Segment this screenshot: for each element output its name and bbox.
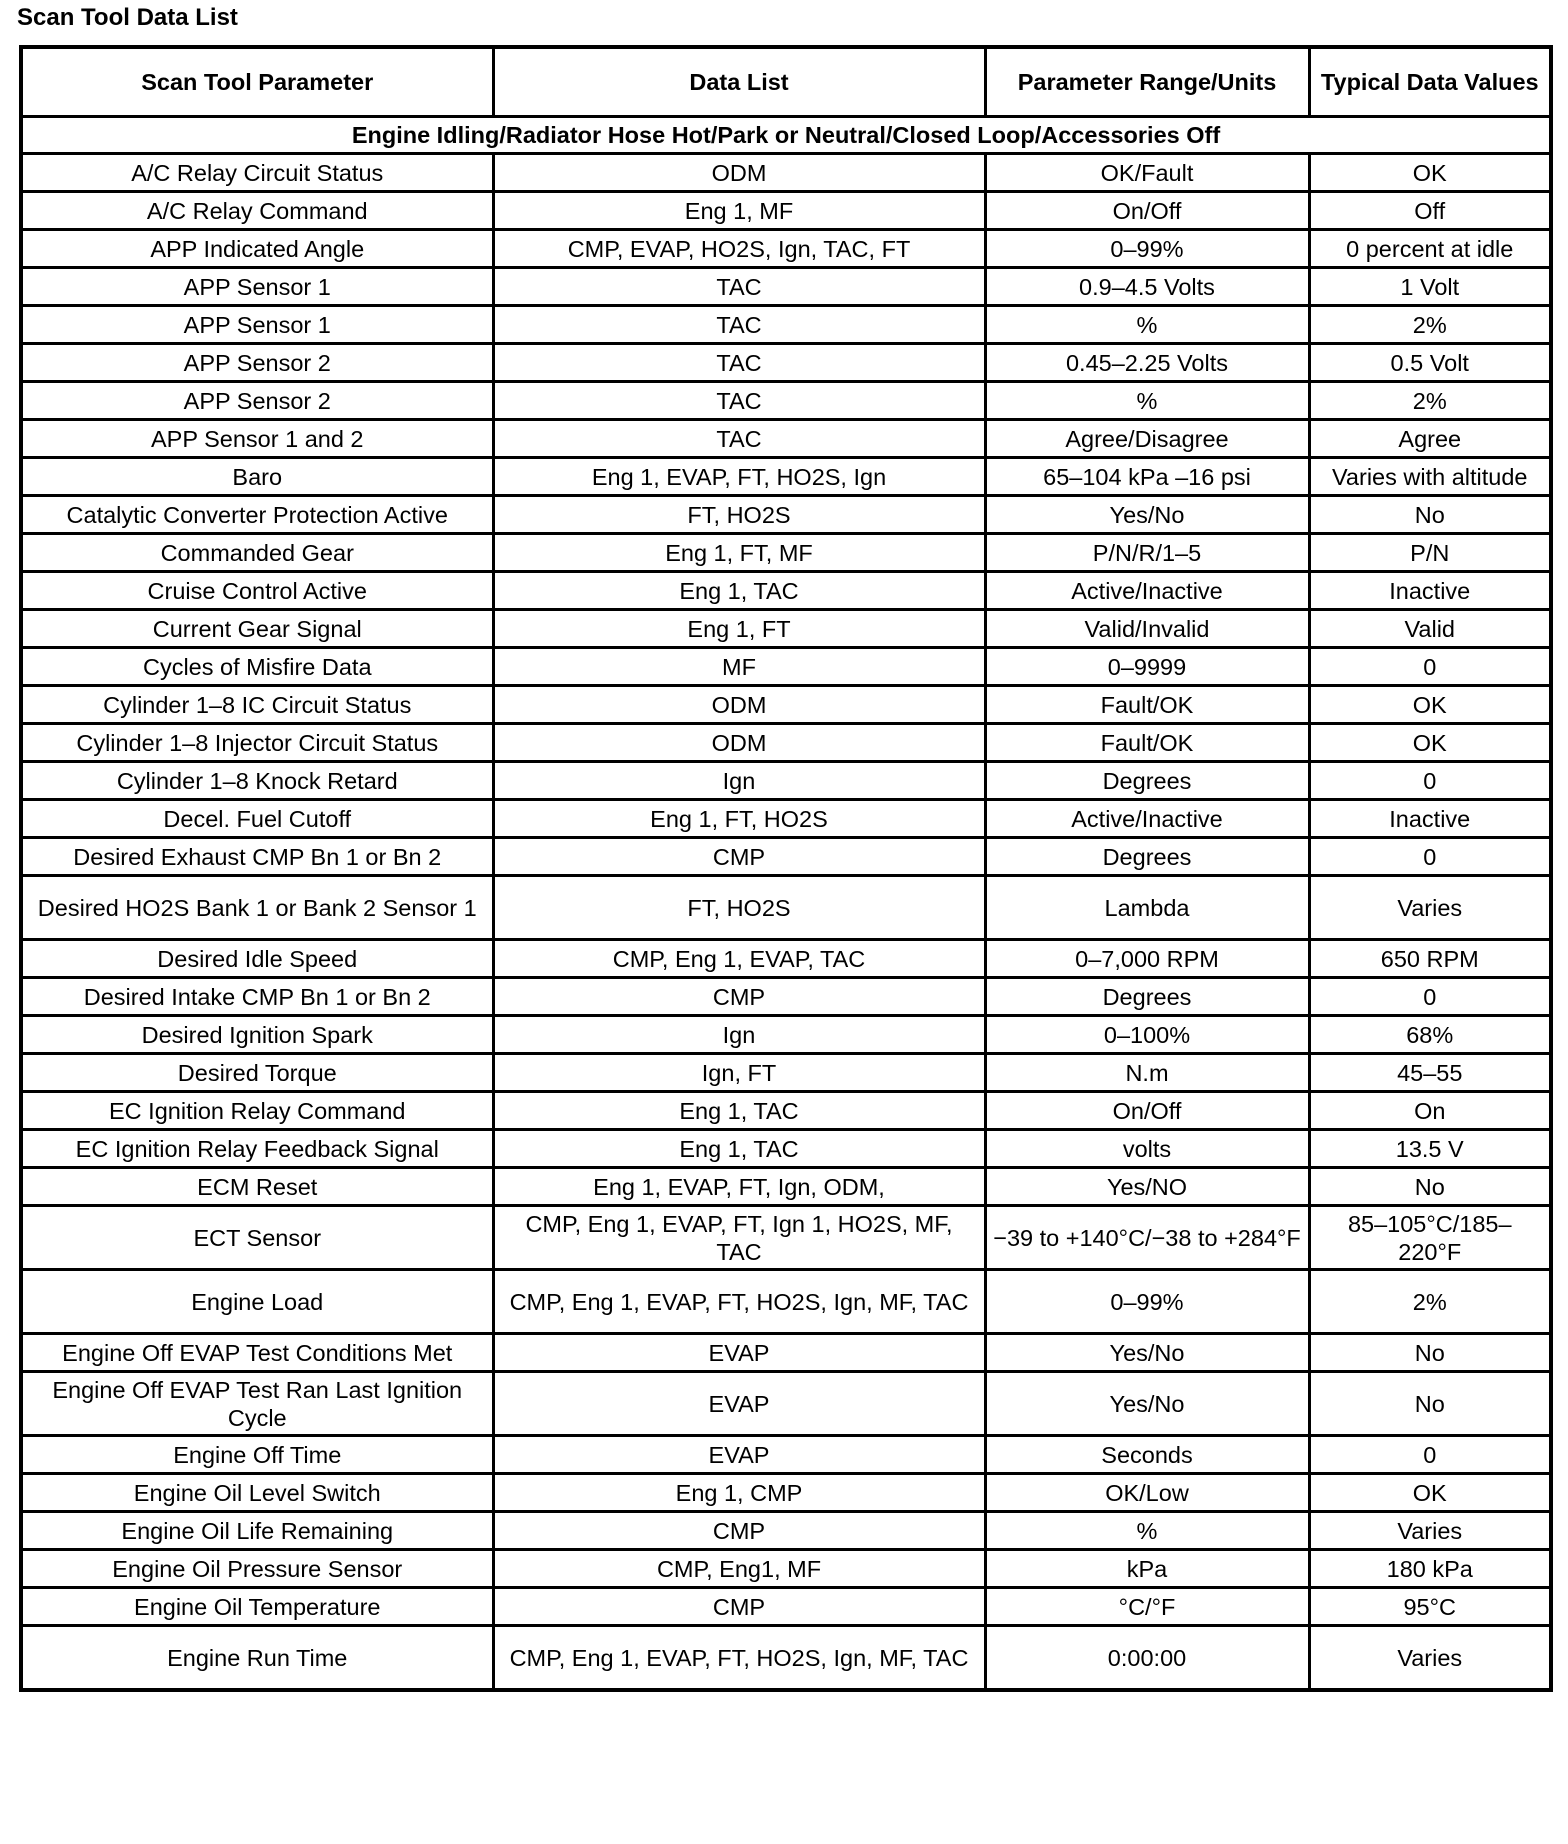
data-list-cell: ODM <box>493 686 985 724</box>
range-units-cell: Fault/OK <box>985 724 1309 762</box>
parameter-cell: Desired Ignition Spark <box>21 1016 493 1054</box>
range-units-cell: 0–100% <box>985 1016 1309 1054</box>
typical-value-cell: OK <box>1309 724 1551 762</box>
range-units-cell: 0.9–4.5 Volts <box>985 268 1309 306</box>
parameter-cell: A/C Relay Circuit Status <box>21 154 493 192</box>
data-list-cell: Eng 1, EVAP, FT, HO2S, Ign <box>493 458 985 496</box>
typical-value-cell: Inactive <box>1309 572 1551 610</box>
typical-value-cell: No <box>1309 496 1551 534</box>
section-row <box>21 117 1551 154</box>
range-units-cell: −39 to +140°C/−38 to +284°F <box>985 1206 1309 1270</box>
data-list-cell: CMP, Eng 1, EVAP, FT, HO2S, Ign, MF, TAC <box>493 1626 985 1691</box>
table-row <box>21 1092 1551 1130</box>
data-list-cell: CMP, Eng1, MF <box>493 1550 985 1588</box>
data-list-cell: Eng 1, TAC <box>493 572 985 610</box>
typical-value-cell: 0 <box>1309 838 1551 876</box>
typical-value-cell: 0 <box>1309 978 1551 1016</box>
data-list-cell: CMP <box>493 1588 985 1626</box>
data-list-cell: FT, HO2S <box>493 496 985 534</box>
header-scan-tool-parameter: Scan Tool Parameter <box>21 47 493 117</box>
table-row <box>21 230 1551 268</box>
data-list-cell: EVAP <box>493 1436 985 1474</box>
data-list-cell: EVAP <box>493 1334 985 1372</box>
range-units-cell: 0–99% <box>985 1270 1309 1334</box>
typical-value-cell: 1 Volt <box>1309 268 1551 306</box>
typical-value-cell: 2% <box>1309 382 1551 420</box>
parameter-cell: ECM Reset <box>21 1168 493 1206</box>
parameter-cell: Catalytic Converter Protection Active <box>21 496 493 534</box>
table-row <box>21 192 1551 230</box>
parameter-cell: Desired Torque <box>21 1054 493 1092</box>
parameter-cell: APP Sensor 1 <box>21 306 493 344</box>
typical-value-cell: 0 <box>1309 1436 1551 1474</box>
parameter-cell: Engine Off EVAP Test Ran Last Ignition Cycle <box>21 1372 493 1436</box>
table-row <box>21 420 1551 458</box>
data-list-cell: Ign <box>493 1016 985 1054</box>
typical-value-cell: Agree <box>1309 420 1551 458</box>
parameter-cell: APP Sensor 1 <box>21 268 493 306</box>
parameter-cell: Engine Oil Life Remaining <box>21 1512 493 1550</box>
parameter-cell: APP Indicated Angle <box>21 230 493 268</box>
header-data-list: Data List <box>493 47 985 117</box>
range-units-cell: Degrees <box>985 762 1309 800</box>
range-units-cell: P/N/R/1–5 <box>985 534 1309 572</box>
range-units-cell: Yes/No <box>985 1334 1309 1372</box>
range-units-cell: °C/°F <box>985 1588 1309 1626</box>
table-body <box>21 117 1551 1691</box>
range-units-cell: OK/Fault <box>985 154 1309 192</box>
data-list-cell: FT, HO2S <box>493 876 985 940</box>
data-list-cell: TAC <box>493 306 985 344</box>
data-list-cell: TAC <box>493 268 985 306</box>
data-list-cell: CMP, Eng 1, EVAP, FT, Ign 1, HO2S, MF, TAC <box>493 1206 985 1270</box>
table-row <box>21 1270 1551 1334</box>
parameter-cell: Cylinder 1–8 Knock Retard <box>21 762 493 800</box>
data-list-cell: CMP <box>493 1512 985 1550</box>
table-row <box>21 610 1551 648</box>
data-list-cell: Eng 1, TAC <box>493 1130 985 1168</box>
data-list-cell: CMP <box>493 838 985 876</box>
data-list-cell: Eng 1, FT, MF <box>493 534 985 572</box>
parameter-cell: EC Ignition Relay Feedback Signal <box>21 1130 493 1168</box>
range-units-cell: % <box>985 306 1309 344</box>
typical-value-cell: 0 <box>1309 648 1551 686</box>
range-units-cell: Yes/No <box>985 1372 1309 1436</box>
range-units-cell: 0–99% <box>985 230 1309 268</box>
data-list-cell: Eng 1, FT, HO2S <box>493 800 985 838</box>
typical-value-cell: 650 RPM <box>1309 940 1551 978</box>
parameter-cell: Baro <box>21 458 493 496</box>
range-units-cell: volts <box>985 1130 1309 1168</box>
typical-value-cell: OK <box>1309 686 1551 724</box>
parameter-cell: Engine Load <box>21 1270 493 1334</box>
range-units-cell: Yes/NO <box>985 1168 1309 1206</box>
typical-value-cell: Varies <box>1309 1626 1551 1691</box>
typical-value-cell: 0 <box>1309 762 1551 800</box>
range-units-cell: Yes/No <box>985 496 1309 534</box>
data-list-cell: Eng 1, FT <box>493 610 985 648</box>
range-units-cell: Active/Inactive <box>985 800 1309 838</box>
typical-value-cell: No <box>1309 1334 1551 1372</box>
parameter-cell: APP Sensor 2 <box>21 382 493 420</box>
parameter-cell: Cruise Control Active <box>21 572 493 610</box>
range-units-cell: kPa <box>985 1550 1309 1588</box>
data-list-cell: CMP, Eng 1, EVAP, TAC <box>493 940 985 978</box>
typical-value-cell: 95°C <box>1309 1588 1551 1626</box>
parameter-cell: Engine Oil Pressure Sensor <box>21 1550 493 1588</box>
data-list-cell: Eng 1, MF <box>493 192 985 230</box>
table-row <box>21 1626 1551 1691</box>
header-typical-data-values: Typical Data Values <box>1309 47 1551 117</box>
typical-value-cell: 13.5 V <box>1309 1130 1551 1168</box>
table-row <box>21 534 1551 572</box>
table-row <box>21 154 1551 192</box>
range-units-cell: 0.45–2.25 Volts <box>985 344 1309 382</box>
parameter-cell: Current Gear Signal <box>21 610 493 648</box>
section-heading: Engine Idling/Radiator Hose Hot/Park or Neutral/Closed Loop/Accessories Off <box>21 117 1551 154</box>
data-list-cell: CMP <box>493 978 985 1016</box>
table-row <box>21 876 1551 940</box>
range-units-cell: On/Off <box>985 1092 1309 1130</box>
parameter-cell: Engine Off Time <box>21 1436 493 1474</box>
typical-value-cell: 180 kPa <box>1309 1550 1551 1588</box>
typical-value-cell: 2% <box>1309 1270 1551 1334</box>
typical-value-cell: 85–105°C/185–220°F <box>1309 1206 1551 1270</box>
parameter-cell: EC Ignition Relay Command <box>21 1092 493 1130</box>
range-units-cell: 0–9999 <box>985 648 1309 686</box>
table-row <box>21 268 1551 306</box>
typical-value-cell: OK <box>1309 154 1551 192</box>
table-row <box>21 382 1551 420</box>
range-units-cell: OK/Low <box>985 1474 1309 1512</box>
range-units-cell: On/Off <box>985 192 1309 230</box>
range-units-cell: Seconds <box>985 1436 1309 1474</box>
table-row <box>21 724 1551 762</box>
table-row <box>21 686 1551 724</box>
table-row <box>21 1436 1551 1474</box>
parameter-cell: Engine Oil Level Switch <box>21 1474 493 1512</box>
typical-value-cell: 68% <box>1309 1016 1551 1054</box>
parameter-cell: Desired Idle Speed <box>21 940 493 978</box>
parameter-cell: Desired Exhaust CMP Bn 1 or Bn 2 <box>21 838 493 876</box>
data-list-cell: Ign <box>493 762 985 800</box>
table-row <box>21 762 1551 800</box>
parameter-cell: ECT Sensor <box>21 1206 493 1270</box>
typical-value-cell: On <box>1309 1092 1551 1130</box>
table-row <box>21 1588 1551 1626</box>
range-units-cell: N.m <box>985 1054 1309 1092</box>
table-row <box>21 458 1551 496</box>
table-row <box>21 940 1551 978</box>
parameter-cell: Engine Run Time <box>21 1626 493 1691</box>
table-row <box>21 800 1551 838</box>
data-list-cell: CMP, Eng 1, EVAP, FT, HO2S, Ign, MF, TAC <box>493 1270 985 1334</box>
range-units-cell: Degrees <box>985 978 1309 1016</box>
table-row <box>21 572 1551 610</box>
document-title: Scan Tool Data List <box>17 4 238 31</box>
header-row <box>21 47 1551 117</box>
table-row <box>21 838 1551 876</box>
range-units-cell: Active/Inactive <box>985 572 1309 610</box>
parameter-cell: Commanded Gear <box>21 534 493 572</box>
table-row <box>21 648 1551 686</box>
parameter-cell: Decel. Fuel Cutoff <box>21 800 493 838</box>
typical-value-cell: No <box>1309 1168 1551 1206</box>
table-row <box>21 1168 1551 1206</box>
typical-value-cell: Valid <box>1309 610 1551 648</box>
typical-value-cell: No <box>1309 1372 1551 1436</box>
range-units-cell: 0–7,000 RPM <box>985 940 1309 978</box>
range-units-cell: 0:00:00 <box>985 1626 1309 1691</box>
table-row <box>21 1130 1551 1168</box>
scan-tool-data-table <box>19 45 1553 1692</box>
range-units-cell: Degrees <box>985 838 1309 876</box>
parameter-cell: APP Sensor 1 and 2 <box>21 420 493 458</box>
table-row <box>21 1334 1551 1372</box>
typical-value-cell: 45–55 <box>1309 1054 1551 1092</box>
table-row <box>21 1016 1551 1054</box>
parameter-cell: Cylinder 1–8 Injector Circuit Status <box>21 724 493 762</box>
table-row <box>21 1372 1551 1436</box>
data-list-cell: ODM <box>493 154 985 192</box>
typical-value-cell: Inactive <box>1309 800 1551 838</box>
typical-value-cell: 0.5 Volt <box>1309 344 1551 382</box>
header-parameter-range-units: Parameter Range/Units <box>985 47 1309 117</box>
data-list-cell: TAC <box>493 382 985 420</box>
data-list-cell: Ign, FT <box>493 1054 985 1092</box>
parameter-cell: Cycles of Misfire Data <box>21 648 493 686</box>
table-row <box>21 306 1551 344</box>
data-list-cell: EVAP <box>493 1372 985 1436</box>
typical-value-cell: Off <box>1309 192 1551 230</box>
parameter-cell: Engine Oil Temperature <box>21 1588 493 1626</box>
range-units-cell: % <box>985 1512 1309 1550</box>
typical-value-cell: 2% <box>1309 306 1551 344</box>
data-list-cell: Eng 1, TAC <box>493 1092 985 1130</box>
table-row <box>21 344 1551 382</box>
range-units-cell: Fault/OK <box>985 686 1309 724</box>
table-row <box>21 1054 1551 1092</box>
parameter-cell: APP Sensor 2 <box>21 344 493 382</box>
range-units-cell: 65–104 kPa –16 psi <box>985 458 1309 496</box>
table-row <box>21 978 1551 1016</box>
table-row <box>21 1474 1551 1512</box>
table-row <box>21 1206 1551 1270</box>
range-units-cell: Lambda <box>985 876 1309 940</box>
parameter-cell: A/C Relay Command <box>21 192 493 230</box>
data-list-cell: CMP, EVAP, HO2S, Ign, TAC, FT <box>493 230 985 268</box>
data-list-cell: TAC <box>493 344 985 382</box>
table-row <box>21 1512 1551 1550</box>
range-units-cell: Valid/Invalid <box>985 610 1309 648</box>
data-list-cell: TAC <box>493 420 985 458</box>
table-row <box>21 1550 1551 1588</box>
parameter-cell: Cylinder 1–8 IC Circuit Status <box>21 686 493 724</box>
range-units-cell: Agree/Disagree <box>985 420 1309 458</box>
table-row <box>21 496 1551 534</box>
parameter-cell: Desired Intake CMP Bn 1 or Bn 2 <box>21 978 493 1016</box>
typical-value-cell: Varies <box>1309 1512 1551 1550</box>
typical-value-cell: P/N <box>1309 534 1551 572</box>
typical-value-cell: 0 percent at idle <box>1309 230 1551 268</box>
typical-value-cell: Varies <box>1309 876 1551 940</box>
data-list-cell: ODM <box>493 724 985 762</box>
parameter-cell: Engine Off EVAP Test Conditions Met <box>21 1334 493 1372</box>
typical-value-cell: Varies with altitude <box>1309 458 1551 496</box>
parameter-cell: Desired HO2S Bank 1 or Bank 2 Sensor 1 <box>21 876 493 940</box>
typical-value-cell: OK <box>1309 1474 1551 1512</box>
range-units-cell: % <box>985 382 1309 420</box>
data-list-cell: MF <box>493 648 985 686</box>
data-list-cell: Eng 1, CMP <box>493 1474 985 1512</box>
data-list-cell: Eng 1, EVAP, FT, Ign, ODM, <box>493 1168 985 1206</box>
